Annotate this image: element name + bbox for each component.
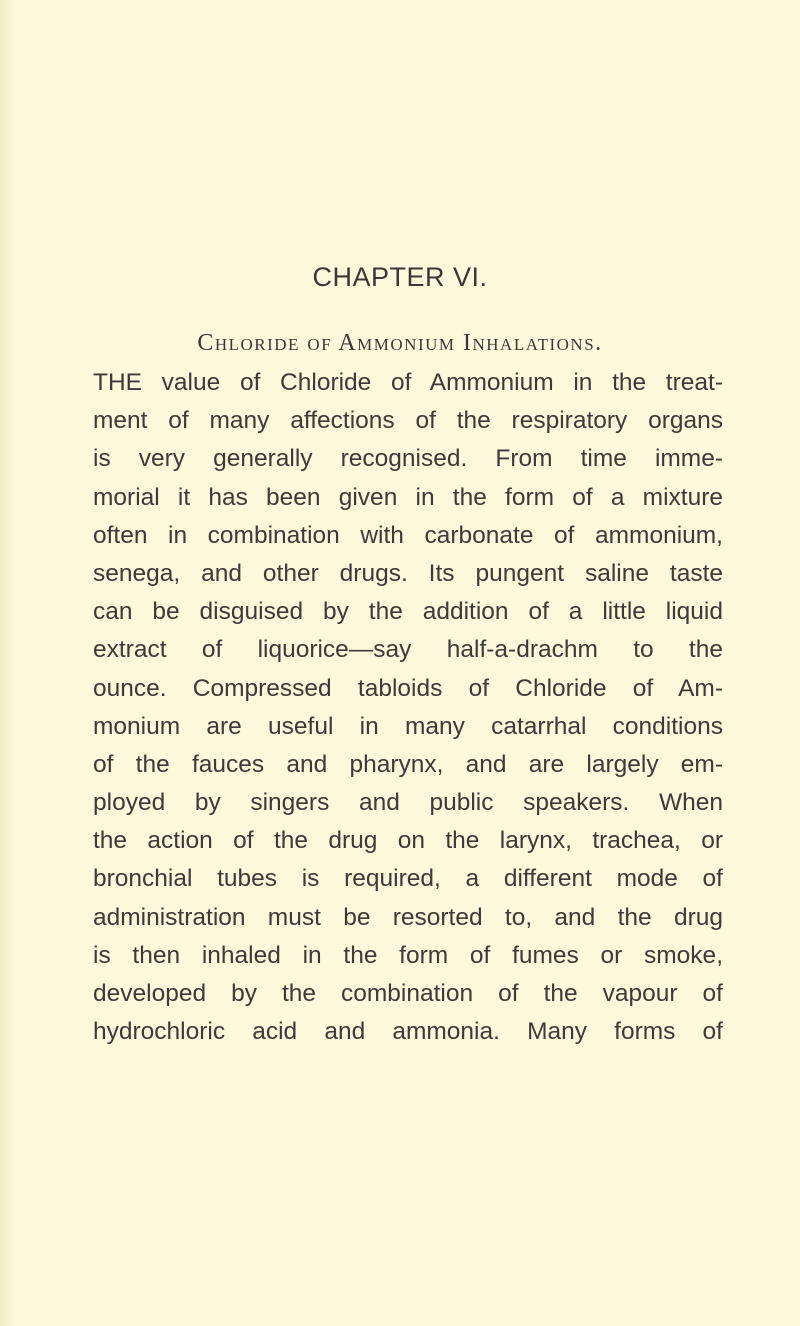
text-line: is very generally recognised. From time imme- — [93, 445, 723, 473]
text-line: ounce. Compressed tabloids of Chloride of Am- — [93, 674, 723, 702]
text-line: ment of many affections of the respiratory organs — [93, 407, 723, 435]
text-line: THE value of Chloride of Ammonium in the treat- — [93, 369, 723, 396]
text-line: extract of liquorice—say half-a-drachm to the — [93, 636, 723, 664]
text-line: is then inhaled in the form of fumes or smoke, — [93, 941, 723, 969]
text-line: senega, and other drugs. Its pungent saline taste — [93, 559, 723, 587]
body-paragraph — [93, 364, 723, 1051]
text-line: hydrochloric acid and ammonia. Many forms of — [93, 1018, 723, 1046]
text-line: morial it has been given in the form of a mixture — [93, 483, 723, 511]
text-line: ployed by singers and public speakers. When — [93, 789, 723, 817]
chapter-title: Chloride of Ammonium Inhalations. — [197, 330, 603, 356]
text-line: monium are useful in many catarrhal conditions — [93, 712, 723, 740]
text-line: often in combination with carbonate of ammonium, — [93, 521, 723, 549]
text-line: the action of the drug on the larynx, trachea, or — [93, 827, 723, 855]
text-line: developed by the combination of the vapour of — [93, 980, 723, 1007]
text-line: bronchial tubes is required, a different mode of — [93, 865, 723, 893]
text-line: administration must be resorted to, and the drug — [93, 903, 723, 931]
text-line: of the fauces and pharynx, and are largely em- — [93, 750, 723, 778]
text-line: can be disguised by the addition of a little liquid — [93, 598, 723, 626]
chapter-heading: CHAPTER VI. — [312, 262, 488, 292]
